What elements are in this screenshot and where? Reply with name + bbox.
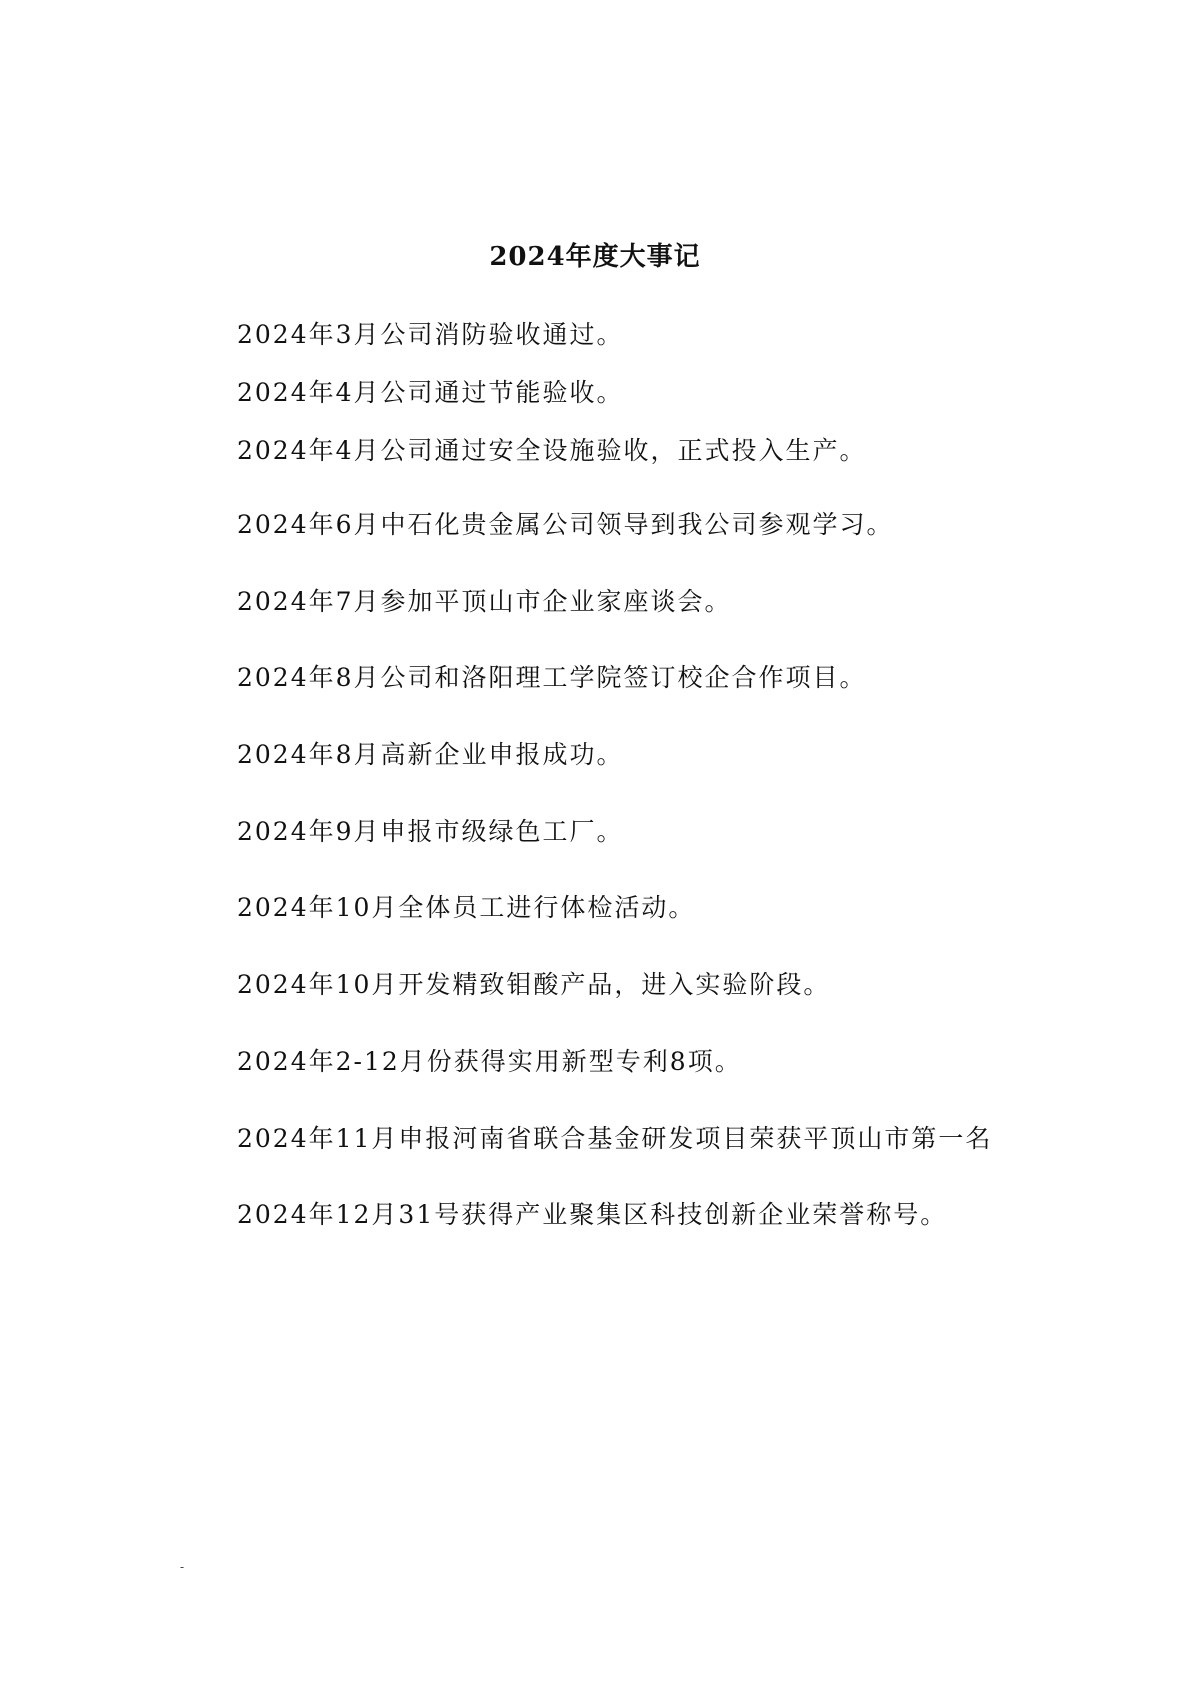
list-item: 2024年4月公司通过节能验收。 xyxy=(237,378,624,407)
list-item: 2024年2-12月份获得实用新型专利8项。 xyxy=(237,1047,742,1076)
list-item: 2024年8月公司和洛阳理工学院签订校企合作项目。 xyxy=(237,663,867,692)
footer-mark: - xyxy=(180,1560,185,1574)
list-item: 2024年4月公司通过安全设施验收，正式投入生产。 xyxy=(237,436,867,465)
list-item: 2024年6月中石化贵金属公司领导到我公司参观学习。 xyxy=(237,510,894,539)
list-item: 2024年11月申报河南省联合基金研发项目荣获平顶山市第一名 xyxy=(237,1124,993,1153)
list-item: 2024年10月全体员工进行体检活动。 xyxy=(237,893,696,922)
list-item: 2024年8月高新企业申报成功。 xyxy=(237,740,624,769)
list-item: 2024年12月31号获得产业聚集区科技创新企业荣誉称号。 xyxy=(237,1200,948,1229)
page-title: 2024年度大事记 xyxy=(489,242,701,272)
list-item: 2024年10月开发精致钼酸产品，进入实验阶段。 xyxy=(237,970,831,999)
list-item: 2024年9月申报市级绿色工厂。 xyxy=(237,817,624,846)
list-item: 2024年3月公司消防验收通过。 xyxy=(237,320,624,349)
list-item: 2024年7月参加平顶山市企业家座谈会。 xyxy=(237,587,732,616)
